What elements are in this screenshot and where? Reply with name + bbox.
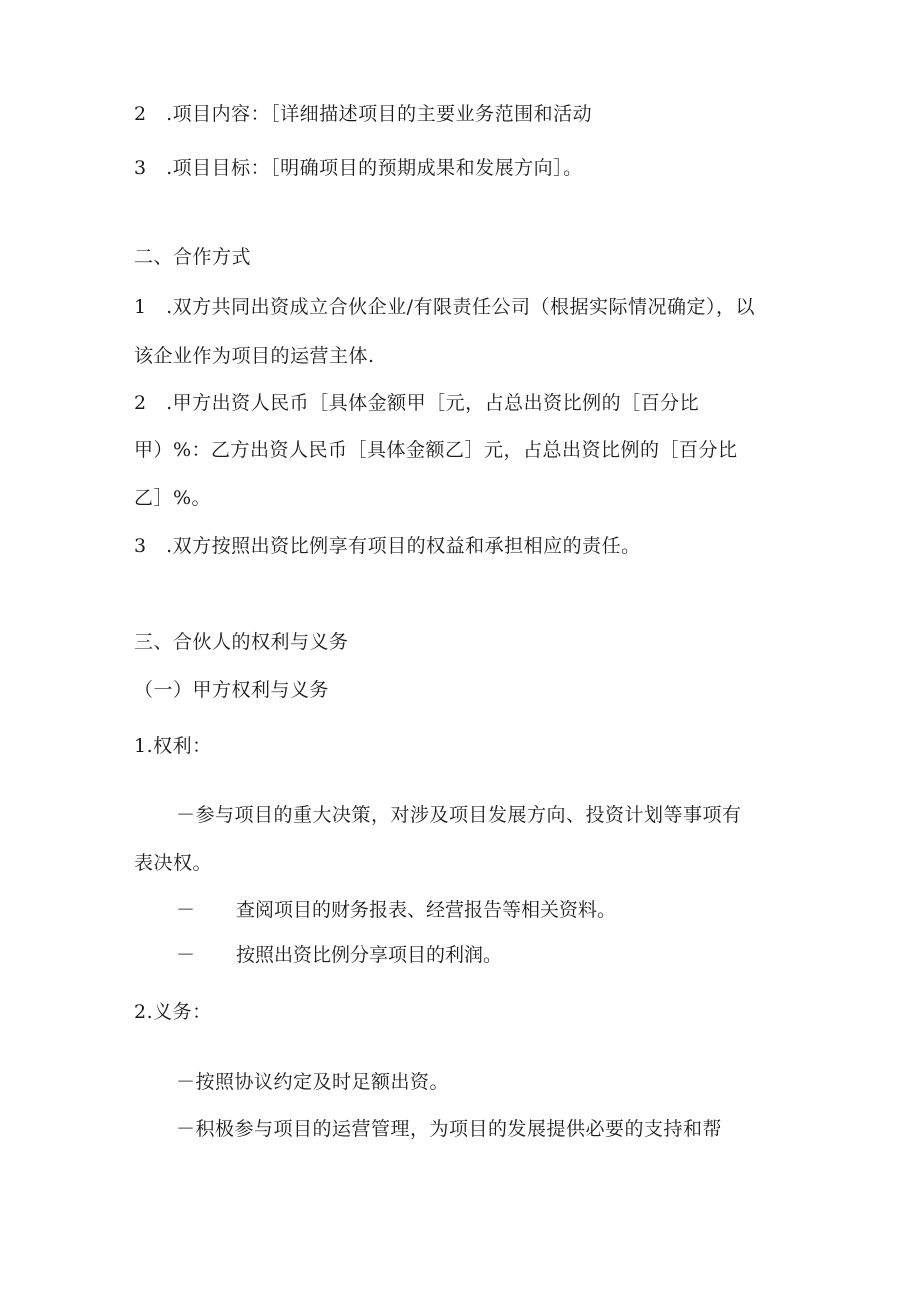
cooperation-item-1-line-2: 该企业作为项目的运营主体. xyxy=(134,345,375,367)
right-item-3 xyxy=(176,943,502,967)
right-item-2 xyxy=(176,898,616,922)
duty-item-2: －积极参与项目的运营管理，为项目的发展提供必要的支持和帮 xyxy=(176,1118,723,1140)
cooperation-item-1-line-1: 1 .双方共同出资成立合伙企业/有限责任公司（根据实际情况确定），以 xyxy=(134,296,756,318)
dash-marker: － xyxy=(176,944,196,966)
rights-heading: 1.权利： xyxy=(134,735,212,757)
project-goal-item: 3 .项目目标：［明确项目的预期成果和发展方向］。 xyxy=(134,157,583,179)
right-item-1-line-1: －参与项目的重大决策，对涉及项目发展方向、投资计划等事项有 xyxy=(176,804,742,826)
section-heading-cooperation: 二、合作方式 xyxy=(134,246,252,268)
duties-heading: 2.义务： xyxy=(134,1001,212,1023)
right-item-2-text: 查阅项目的财务报表、经营报告等相关资料。 xyxy=(236,899,617,921)
section-heading-partner-rights: 三、合伙人的权利与义务 xyxy=(134,631,349,653)
subsection-heading-party-a: （一）甲方权利与义务 xyxy=(134,679,330,701)
cooperation-item-2-line-2: 甲）%：乙方出资人民币［具体金额乙］元，占总出资比例的［百分比 xyxy=(134,439,738,461)
cooperation-item-3: 3 .双方按照出资比例享有项目的权益和承担相应的责任。 xyxy=(134,535,641,557)
duty-item-1: －按照协议约定及时足额出资。 xyxy=(176,1071,450,1093)
right-item-3-text: 按照出资比例分享项目的利润。 xyxy=(236,944,503,966)
cooperation-item-2-line-3: 乙］%。 xyxy=(134,487,212,509)
project-content-item: 2 .项目内容：［详细描述项目的主要业务范围和活动 xyxy=(134,103,593,125)
cooperation-item-2-line-1: 2 .甲方出资人民币［具体金额甲［元，占总出资比例的［百分比 xyxy=(134,392,700,414)
dash-marker: － xyxy=(176,899,196,921)
right-item-1-line-2: 表决权。 xyxy=(134,852,213,874)
